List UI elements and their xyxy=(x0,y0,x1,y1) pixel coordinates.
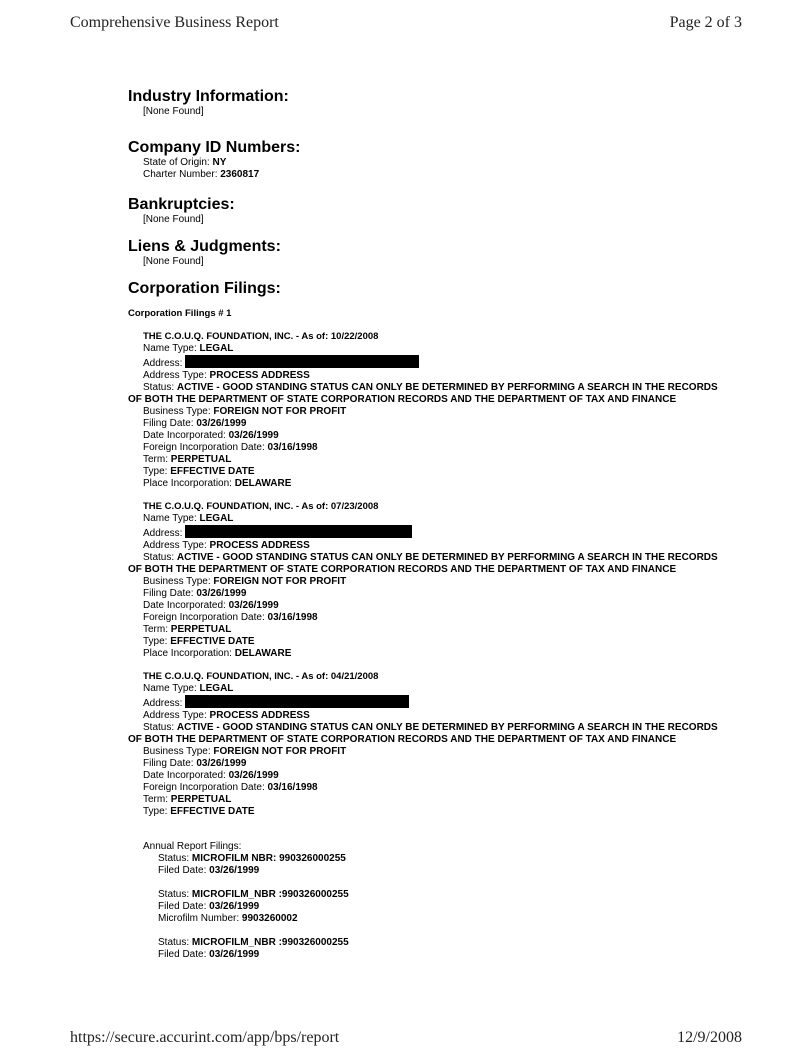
charter-number: Charter Number: 2360817 xyxy=(143,169,260,180)
filing-record xyxy=(128,671,728,818)
corporation-subtitle: Corporation Filings # 1 xyxy=(128,308,232,319)
date-incorporated: Date Incorporated: 03/26/1999 xyxy=(143,430,279,441)
annual-report-entry xyxy=(128,889,728,925)
address: Address: xyxy=(128,525,728,540)
company-id-title: Company ID Numbers: xyxy=(128,139,301,156)
annual-report-status: Status: MICROFILM_NBR :990326000255 xyxy=(158,889,349,900)
state-of-origin: State of Origin: NY xyxy=(143,157,227,168)
report-body xyxy=(128,88,728,961)
date-incorporated: Date Incorporated: 03/26/1999 xyxy=(143,600,279,611)
filing-date: Filing Date: 03/26/1999 xyxy=(143,418,247,429)
filing-heading: THE C.O.U.Q. FOUNDATION, INC. - As of: 10/22/2008 xyxy=(143,331,379,342)
filing-type: Type: EFFECTIVE DATE xyxy=(143,806,255,817)
foreign-incorporation-date: Foreign Incorporation Date: 03/16/1998 xyxy=(143,612,318,623)
filing-date: Filing Date: 03/26/1999 xyxy=(143,588,247,599)
filing-record xyxy=(128,501,728,660)
footer-date: 12/9/2008 xyxy=(677,1029,742,1046)
annual-report-filed-date: Filed Date: 03/26/1999 xyxy=(158,865,260,876)
status: Status: ACTIVE - GOOD STANDING STATUS CAN ONLY BE DETERMINED BY PERFORMING A SEARCH IN THE RECORDS OF BOTH THE DEPARTMENT OF STATE CORPORATION RECORDS AND THE DEPARTMENT OF TAX AND FINANCE xyxy=(128,722,718,745)
annual-report-status: Status: MICROFILM NBR: 990326000255 xyxy=(158,853,346,864)
term: Term: PERPETUAL xyxy=(143,794,232,805)
annual-report-filed-date: Filed Date: 03/26/1999 xyxy=(158,949,260,960)
industry-title: Industry Information: xyxy=(128,88,289,105)
bankruptcies-section xyxy=(128,196,728,226)
status: Status: ACTIVE - GOOD STANDING STATUS CAN ONLY BE DETERMINED BY PERFORMING A SEARCH IN THE RECORDS OF BOTH THE DEPARTMENT OF STATE CORPORATION RECORDS AND THE DEPARTMENT OF TAX AND FINANCE xyxy=(128,552,718,575)
industry-value: [None Found] xyxy=(143,106,204,117)
bankruptcies-value: [None Found] xyxy=(143,214,204,225)
annual-report-title: Annual Report Filings: xyxy=(143,841,242,852)
annual-report-microfilm: Microfilm Number: 9903260002 xyxy=(158,913,298,924)
foreign-incorporation-date: Foreign Incorporation Date: 03/16/1998 xyxy=(143,442,318,453)
name-type: Name Type: LEGAL xyxy=(143,343,234,354)
company-id-section xyxy=(128,139,728,181)
annual-report-entry xyxy=(128,937,728,961)
business-type: Business Type: FOREIGN NOT FOR PROFIT xyxy=(143,746,347,757)
place-incorporation: Place Incorporation: DELAWARE xyxy=(143,478,292,489)
name-type: Name Type: LEGAL xyxy=(143,683,234,694)
corporation-title: Corporation Filings: xyxy=(128,280,281,297)
liens-section xyxy=(128,238,728,268)
filing-type: Type: EFFECTIVE DATE xyxy=(143,636,255,647)
term: Term: PERPETUAL xyxy=(143,454,232,465)
term: Term: PERPETUAL xyxy=(143,624,232,635)
redaction-bar xyxy=(185,695,409,708)
annual-report-filings xyxy=(128,841,728,961)
corporation-section xyxy=(128,280,728,961)
redaction-bar xyxy=(185,525,412,538)
footer-url: https://secure.accurint.com/app/bps/report xyxy=(70,1029,340,1046)
address: Address: xyxy=(128,695,728,710)
filing-record xyxy=(128,331,728,490)
status: Status: ACTIVE - GOOD STANDING STATUS CAN ONLY BE DETERMINED BY PERFORMING A SEARCH IN THE RECORDS OF BOTH THE DEPARTMENT OF STATE CORPORATION RECORDS AND THE DEPARTMENT OF TAX AND FINANCE xyxy=(128,382,718,405)
address-type: Address Type: PROCESS ADDRESS xyxy=(143,540,310,551)
page-number: Page 2 of 3 xyxy=(669,14,742,31)
business-type: Business Type: FOREIGN NOT FOR PROFIT xyxy=(143,576,347,587)
address-type: Address Type: PROCESS ADDRESS xyxy=(143,370,310,381)
foreign-incorporation-date: Foreign Incorporation Date: 03/16/1998 xyxy=(143,782,318,793)
business-type: Business Type: FOREIGN NOT FOR PROFIT xyxy=(143,406,347,417)
annual-report-entry xyxy=(128,853,728,877)
annual-report-status: Status: MICROFILM_NBR :990326000255 xyxy=(158,937,349,948)
place-incorporation: Place Incorporation: DELAWARE xyxy=(143,648,292,659)
filing-heading: THE C.O.U.Q. FOUNDATION, INC. - As of: 07/23/2008 xyxy=(143,501,379,512)
annual-report-filed-date: Filed Date: 03/26/1999 xyxy=(158,901,260,912)
liens-title: Liens & Judgments: xyxy=(128,238,281,255)
date-incorporated: Date Incorporated: 03/26/1999 xyxy=(143,770,279,781)
filing-heading: THE C.O.U.Q. FOUNDATION, INC. - As of: 04/21/2008 xyxy=(143,671,379,682)
report-title: Comprehensive Business Report xyxy=(70,14,279,31)
liens-value: [None Found] xyxy=(143,256,204,267)
redaction-bar xyxy=(185,355,419,368)
industry-section xyxy=(128,88,728,118)
filing-date: Filing Date: 03/26/1999 xyxy=(143,758,247,769)
name-type: Name Type: LEGAL xyxy=(143,513,234,524)
address-type: Address Type: PROCESS ADDRESS xyxy=(143,710,310,721)
filing-type: Type: EFFECTIVE DATE xyxy=(143,466,255,477)
bankruptcies-title: Bankruptcies: xyxy=(128,196,235,213)
address: Address: xyxy=(128,355,728,370)
